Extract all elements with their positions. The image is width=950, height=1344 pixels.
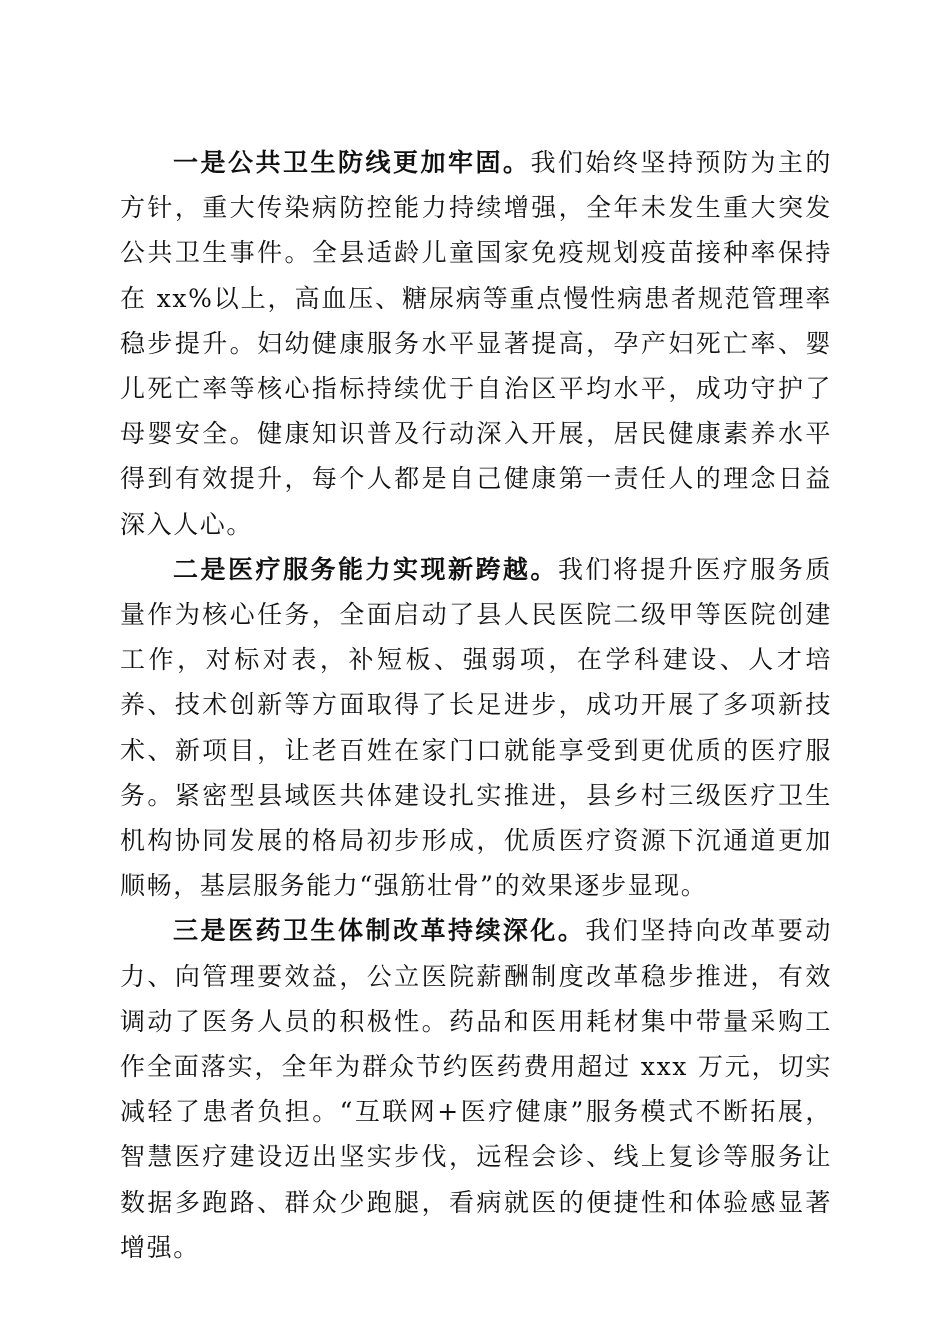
paragraph-public-health [120,140,832,547]
document-body [120,140,832,1270]
paragraph-lead: 三是医药卫生体制改革持续深化。 [173,916,586,946]
paragraph-reform [120,908,832,1270]
paragraph-text: 我们坚持向改革要动力、向管理要效益，公立医院薪酬制度改革稳步推进，有效调动了医务人员的积极性。药品和医用耗材集中带量采购工作全面落实，全年为群众节约医药费用超过 xxx 万元，切实减轻了患者负担。“互联网+医疗健康”服务模式不断拓展，智慧医疗建设迈出坚实步伐，远程会诊、线上复诊等服务让数据多跑路、群众少跑腿，看病就医的便捷性和体验感显著增强。 [120,916,832,1262]
paragraph-text: 我们将提升医疗服务质量作为核心任务，全面启动了县人民医院二级甲等医院创建工作，对标对表，补短板、强弱项，在学科建设、人才培养、技术创新等方面取得了长足进步，成功开展了多项新技术、新项目，让老百姓在家门口就能享受到更优质的医疗服务。紧密型县域医共体建设扎实推进，县乡村三级医疗卫生机构协同发展的格局初步形成，优质医疗资源下沉通道更加顺畅，基层服务能力“强筋壮骨”的效果逐步显现。 [120,554,832,901]
paragraph-text: 我们始终坚持预防为主的方针，重大传染病防控能力持续增强，全年未发生重大突发公共卫生事件。全县适龄儿童国家免疫规划疫苗接种率保持在 xx%以上，高血压、糖尿病等重点慢性病患者规范管理率稳步提升。妇幼健康服务水平显著提高，孕产妇死亡率、婴儿死亡率等核心指标持续优于自治区平均水平，成功守护了母婴安全。健康知识普及行动深入开展，居民健康素养水平得到有效提升，每个人都是自己健康第一责任人的理念日益深入人心。 [120,148,832,539]
paragraph-lead: 二是医疗服务能力实现新跨越。 [173,554,558,584]
paragraph-medical-services [120,547,832,909]
paragraph-lead: 一是公共卫生防线更加牢固。 [173,148,531,177]
